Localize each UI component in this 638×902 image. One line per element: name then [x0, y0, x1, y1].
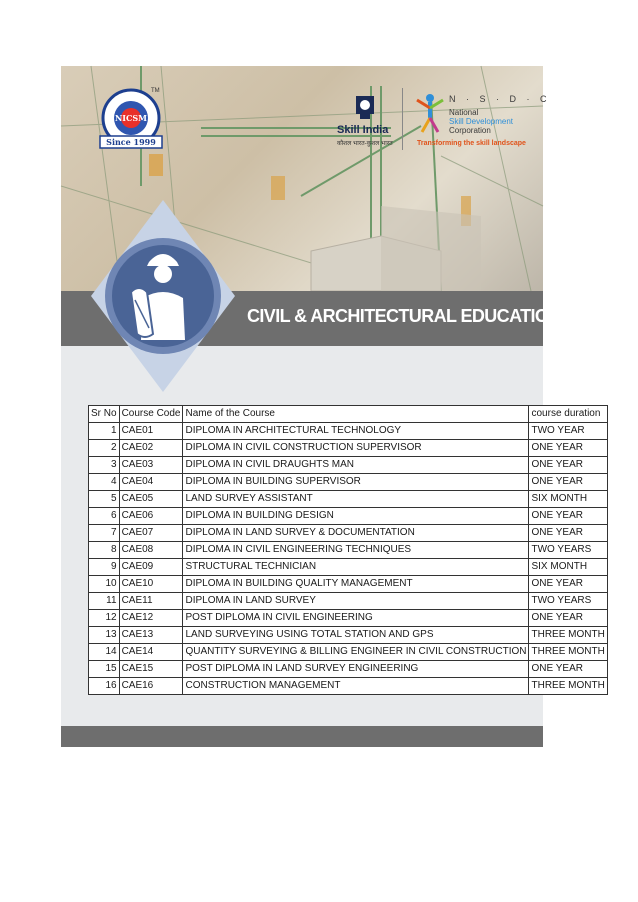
- course-duration-cell: ONE YEAR: [529, 610, 607, 627]
- course-name-cell: LAND SURVEYING USING TOTAL STATION AND GPS: [183, 627, 529, 644]
- trademark-mark: TM: [151, 88, 160, 94]
- engineer-icon: [91, 200, 236, 395]
- course-code-cell: CAE05: [119, 491, 183, 508]
- course-code-cell: CAE14: [119, 644, 183, 661]
- course-code-cell: CAE12: [119, 610, 183, 627]
- sr-no-cell: 3: [89, 457, 120, 474]
- table-row: [89, 661, 608, 678]
- sr-no-cell: 8: [89, 542, 120, 559]
- nsdc-name-line2: Skill Development: [449, 117, 514, 126]
- course-name-cell: STRUCTURAL TECHNICIAN: [183, 559, 529, 576]
- course-duration-cell: THREE MONTH: [529, 627, 607, 644]
- course-code-cell: CAE01: [119, 423, 183, 440]
- table-header-row: [89, 406, 608, 423]
- course-code-cell: CAE15: [119, 661, 183, 678]
- table-row: [89, 508, 608, 525]
- course-code-cell: CAE13: [119, 627, 183, 644]
- table-row: [89, 474, 608, 491]
- table-row: [89, 525, 608, 542]
- course-duration-cell: TWO YEAR: [529, 423, 607, 440]
- sr-no-cell: 1: [89, 423, 120, 440]
- course-name-cell: DIPLOMA IN LAND SURVEY & DOCUMENTATION: [183, 525, 529, 542]
- skill-india-subtitle: कौशल भारत-कुशल भारत: [337, 141, 393, 147]
- nsdc-figure-icon: [415, 92, 445, 134]
- table-row: [89, 610, 608, 627]
- course-duration-cell: THREE MONTH: [529, 678, 607, 695]
- sr-no-cell: 7: [89, 525, 120, 542]
- sr-no-cell: 5: [89, 491, 120, 508]
- table-row: [89, 644, 608, 661]
- course-name-cell: DIPLOMA IN BUILDING DESIGN: [183, 508, 529, 525]
- course-name-cell: LAND SURVEY ASSISTANT: [183, 491, 529, 508]
- course-code-cell: CAE08: [119, 542, 183, 559]
- table-row: [89, 576, 608, 593]
- sr-no-cell: 4: [89, 474, 120, 491]
- course-code-cell: CAE04: [119, 474, 183, 491]
- course-duration-cell: ONE YEAR: [529, 661, 607, 678]
- nsdc-letters: N · S · D · C: [449, 94, 551, 104]
- header-sr-no: Sr No: [89, 406, 120, 423]
- course-code-cell: CAE06: [119, 508, 183, 525]
- sr-no-cell: 12: [89, 610, 120, 627]
- course-duration-cell: ONE YEAR: [529, 508, 607, 525]
- course-code-cell: CAE02: [119, 440, 183, 457]
- header-course-duration: course duration: [529, 406, 607, 423]
- logo-divider: [402, 88, 403, 150]
- footer-bar: [61, 726, 543, 747]
- nsdc-name-line1: National: [449, 108, 479, 117]
- course-duration-cell: TWO YEARS: [529, 542, 607, 559]
- brochure-page: [61, 66, 605, 747]
- course-duration-cell: ONE YEAR: [529, 474, 607, 491]
- sr-no-cell: 13: [89, 627, 120, 644]
- skill-india-text: Skill India: [337, 124, 389, 136]
- course-duration-cell: SIX MONTH: [529, 559, 607, 576]
- course-name-cell: POST DIPLOMA IN LAND SURVEY ENGINEERING: [183, 661, 529, 678]
- course-name-cell: POST DIPLOMA IN CIVIL ENGINEERING: [183, 610, 529, 627]
- course-duration-cell: ONE YEAR: [529, 440, 607, 457]
- table-row: [89, 423, 608, 440]
- course-name-cell: DIPLOMA IN ARCHITECTURAL TECHNOLOGY: [183, 423, 529, 440]
- nsdc-tagline: Transforming the skill landscape: [417, 140, 526, 147]
- sr-no-cell: 2: [89, 440, 120, 457]
- course-rows: [89, 423, 608, 695]
- sr-no-cell: 10: [89, 576, 120, 593]
- sr-no-cell: 11: [89, 593, 120, 610]
- course-name-cell: DIPLOMA IN LAND SURVEY: [183, 593, 529, 610]
- course-code-cell: CAE11: [119, 593, 183, 610]
- course-duration-cell: THREE MONTH: [529, 644, 607, 661]
- header-course-code: Course Code: [119, 406, 183, 423]
- course-name-cell: CONSTRUCTION MANAGEMENT: [183, 678, 529, 695]
- course-name-cell: DIPLOMA IN CIVIL CONSTRUCTION SUPERVISOR: [183, 440, 529, 457]
- table-row: [89, 559, 608, 576]
- course-code-cell: CAE03: [119, 457, 183, 474]
- course-name-cell: DIPLOMA IN CIVIL ENGINEERING TECHNIQUES: [183, 542, 529, 559]
- course-name-cell: QUANTITY SURVEYING & BILLING ENGINEER IN CIVIL CONSTRUCTION: [183, 644, 529, 661]
- table-row: [89, 491, 608, 508]
- header-course-name: Name of the Course: [183, 406, 529, 423]
- sr-no-cell: 6: [89, 508, 120, 525]
- table-row: [89, 440, 608, 457]
- course-duration-cell: TWO YEARS: [529, 593, 607, 610]
- course-name-cell: DIPLOMA IN BUILDING SUPERVISOR: [183, 474, 529, 491]
- logo-since-text: Since 1999: [106, 137, 156, 147]
- course-table: [88, 405, 608, 695]
- sr-no-cell: 9: [89, 559, 120, 576]
- course-duration-cell: SIX MONTH: [529, 491, 607, 508]
- course-code-cell: CAE09: [119, 559, 183, 576]
- skill-india-emblem-icon: [354, 94, 376, 120]
- course-name-cell: DIPLOMA IN CIVIL DRAUGHTS MAN: [183, 457, 529, 474]
- nsdc-name-line3: Corporation: [449, 126, 491, 135]
- table-row: [89, 542, 608, 559]
- sr-no-cell: 15: [89, 661, 120, 678]
- course-duration-cell: ONE YEAR: [529, 576, 607, 593]
- table-row: [89, 627, 608, 644]
- table-row: [89, 678, 608, 695]
- course-code-cell: CAE10: [119, 576, 183, 593]
- table-row: [89, 457, 608, 474]
- sr-no-cell: 14: [89, 644, 120, 661]
- sr-no-cell: 16: [89, 678, 120, 695]
- course-duration-cell: ONE YEAR: [529, 525, 607, 542]
- svg-text:NICSM: NICSM: [114, 113, 148, 123]
- course-code-cell: CAE07: [119, 525, 183, 542]
- table-row: [89, 593, 608, 610]
- course-duration-cell: ONE YEAR: [529, 457, 607, 474]
- course-name-cell: DIPLOMA IN BUILDING QUALITY MANAGEMENT: [183, 576, 529, 593]
- page-title: CIVIL & ARCHITECTURAL EDUCATION: [247, 306, 561, 326]
- course-code-cell: CAE16: [119, 678, 183, 695]
